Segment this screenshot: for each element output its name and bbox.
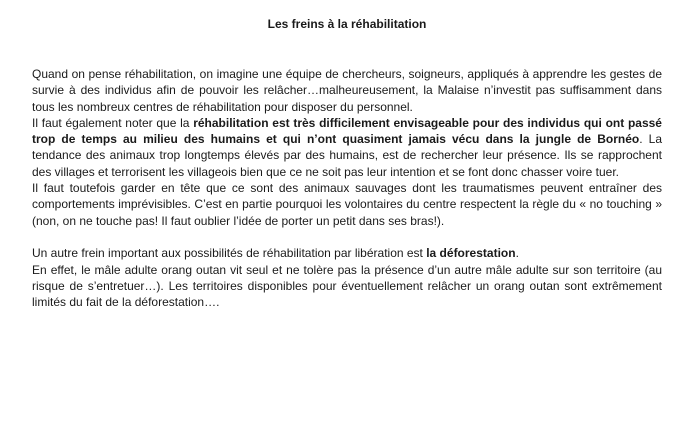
paragraph-2-text-a: Il faut également noter que la [32, 115, 194, 130]
document-title: Les freins à la réhabilitation [267, 17, 427, 31]
paragraph-4-bold: la déforestation [426, 246, 516, 261]
paragraph-2-text-b: . La tendance des animaux trop longtemps élevés par des humains, est de rechercher leur présence. Ils se rapprochent des villages et terrorisent les villageois bien que ce ne soit pas leur intention et se font donc chasser voire tuer. [32, 132, 663, 179]
paragraph-4 [32, 245, 662, 261]
document-body [32, 66, 662, 310]
paragraph-4-text-b: . [515, 246, 519, 261]
paragraph-1: Quand on pense réhabilitation, on imagine une équipe de chercheurs, soigneurs, appliqués à apprendre les gestes de survie à des individus afin de pouvoir les relâcher…malheureusement, la Malaise n’investit pas suffisamment dans tous les nombreux centres de réhabilitation pour disposer du personnel. [32, 67, 662, 114]
paragraph-2 [32, 115, 662, 180]
paragraph-2-bold: réhabilitation est très difficilement envisageable pour des individus qui ont passé trop de temps au milieu des humains et qui n’ont quasiment jamais vécu dans la jungle de Bornéo [32, 115, 662, 147]
paragraph-4-text-a: Un autre frein important aux possibilités de réhabilitation par libération est [32, 246, 427, 261]
paragraph-5: En effet, le mâle adulte orang outan vit seul et ne tolère pas la présence d’un autre mâle adulte sur son territoire (au risque de s’entretuer…). Les territoires disponibles pour éventuellement relâcher un orang outan sont extrêmement limités du fait de la déforestation…. [32, 262, 662, 310]
paragraph-3: Il faut toutefois garder en tête que ce sont des animaux sauvages dont les traumatismes peuvent entraîner des comportements imprévisibles. C’est en partie pourquoi les volontaires du centre respectent la règle du « no touching » (non, on ne touche pas! Il faut oublier l’idée de porter un petit dans ses bras!). [32, 181, 662, 228]
